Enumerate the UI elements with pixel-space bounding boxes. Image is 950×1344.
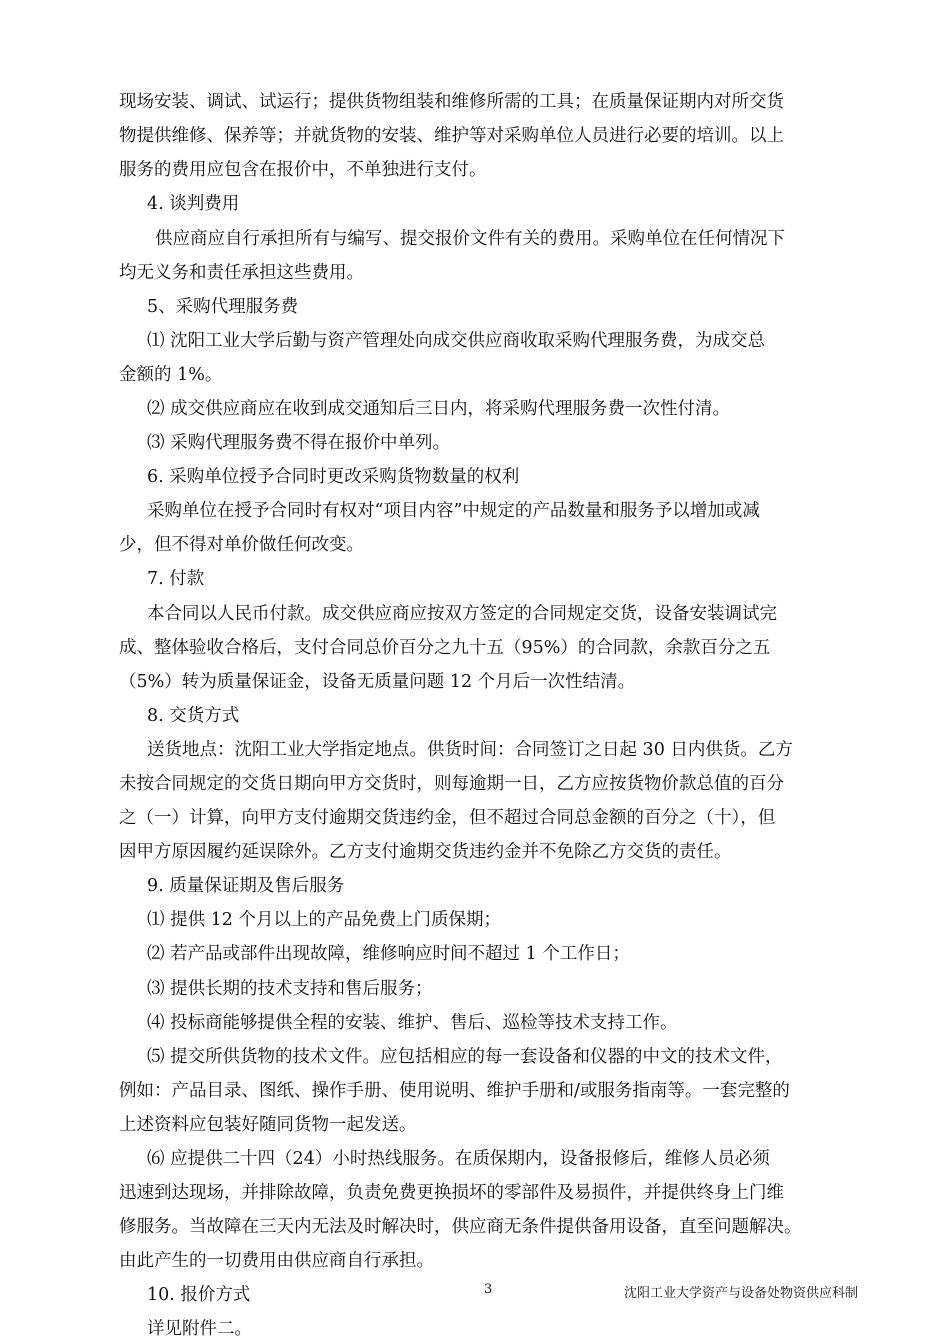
text-line: 未按合同规定的交货日期向甲方交货时，则每逾期一日，乙方应按货物价款总值的百分 — [119, 774, 784, 794]
section-heading: 8. 交货方式 — [147, 706, 240, 726]
list-item: ⑶ 提供长期的技术支持和售后服务； — [147, 979, 433, 999]
footer-organization: 沈阳工业大学资产与设备处物资供应科制 — [623, 1286, 858, 1301]
text-line: 本合同以人民币付款。成交供应商应按双方签定的合同规定交货，设备安装调试完 — [147, 604, 777, 624]
text-line: 服务的费用应包含在报价中，不单独进行支付。 — [119, 160, 487, 180]
section-heading: 6. 采购单位授予合同时更改采购货物数量的权利 — [147, 467, 520, 487]
section-heading: 5、采购代理服务费 — [147, 297, 299, 317]
text-line: 由此产生的一切费用由供应商自行承担。 — [119, 1251, 434, 1271]
text-line: 金额的 1%。 — [119, 365, 223, 385]
list-item: ⑴ 提供 12 个月以上的产品免费上门质保期； — [147, 910, 501, 930]
text-line: 成、整体验收合格后，支付合同总价百分之九十五（95%）的合同款，余款百分之五 — [119, 638, 771, 658]
section-heading: 4. 谈判费用 — [147, 194, 240, 214]
list-item: ⑷ 投标商能够提供全程的安装、维护、售后、巡检等技术支持工作。 — [147, 1013, 678, 1033]
text-line: 均无义务和责任承担这些费用。 — [119, 263, 364, 283]
text-line: 修服务。当故障在三天内无法及时解决时，供应商无条件提供备用设备，直至问题解决。 — [119, 1217, 802, 1237]
text-line: 采购单位在授予合同时有权对“项目内容”中规定的产品数量和服务予以增加或减 — [147, 501, 760, 521]
list-item: ⑵ 若产品或部件出现故障，维修响应时间不超过 1 个工作日； — [147, 944, 630, 964]
text-line: 之（一）计算，向甲方支付逾期交货违约金，但不超过合同总金额的百分之（十），但 — [119, 808, 776, 828]
text-line: 现场安装、调试、试运行；提供货物组装和维修所需的工具；在质量保证期内对所交货 — [119, 92, 784, 112]
page-number: 3 — [484, 1282, 493, 1297]
text-line: 上述资料应包装好随同货物一起发送。 — [119, 1115, 417, 1135]
text-line: 详见附件二。 — [147, 1319, 252, 1339]
list-item: ⑴ 沈阳工业大学后勤与资产管理处向成交供应商收取采购代理服务费，为成交总 — [147, 331, 766, 351]
text-line: 例如：产品目录、图纸、操作手册、使用说明、维护手册和/或服务指南等。一套完整的 — [119, 1081, 790, 1101]
text-line: （5%）转为质量保证金，设备无质量问题 12 个月后一次性结清。 — [119, 672, 636, 692]
text-line: 物提供维修、保养等；并就货物的安装、维护等对采购单位人员进行必要的培训。以上 — [119, 126, 784, 146]
list-item: ⑹ 应提供二十四（24）小时热线服务。在质保期内，设备报修后，维修人员必须 — [147, 1149, 770, 1169]
text-line: 少，但不得对单价做任何改变。 — [119, 535, 364, 555]
section-heading: 10. 报价方式 — [147, 1285, 251, 1305]
list-item: ⑸ 提交所供货物的技术文件。应包括相应的每一套设备和仪器的中文的技术文件， — [147, 1047, 783, 1067]
text-line: 供应商应自行承担所有与编写、提交报价文件有关的费用。采购单位在任何情况下 — [155, 229, 785, 249]
text-line: 送货地点：沈阳工业大学指定地点。供货时间：合同签订之日起 30 日内供货。乙方 — [147, 740, 793, 760]
section-heading: 7. 付款 — [147, 569, 205, 589]
text-line: 迅速到达现场，并排除故障，负责免费更换损坏的零部件及易损件，并提供终身上门维 — [119, 1183, 784, 1203]
list-item: ⑶ 采购代理服务费不得在报价中单列。 — [147, 433, 451, 453]
list-item: ⑵ 成交供应商应在收到成交通知后三日内，将采购代理服务费一次性付清。 — [147, 399, 731, 419]
text-line: 因甲方原因履约延误除外。乙方支付逾期交货违约金并不免除乙方交货的责任。 — [119, 842, 732, 862]
section-heading: 9. 质量保证期及售后服务 — [147, 876, 345, 896]
